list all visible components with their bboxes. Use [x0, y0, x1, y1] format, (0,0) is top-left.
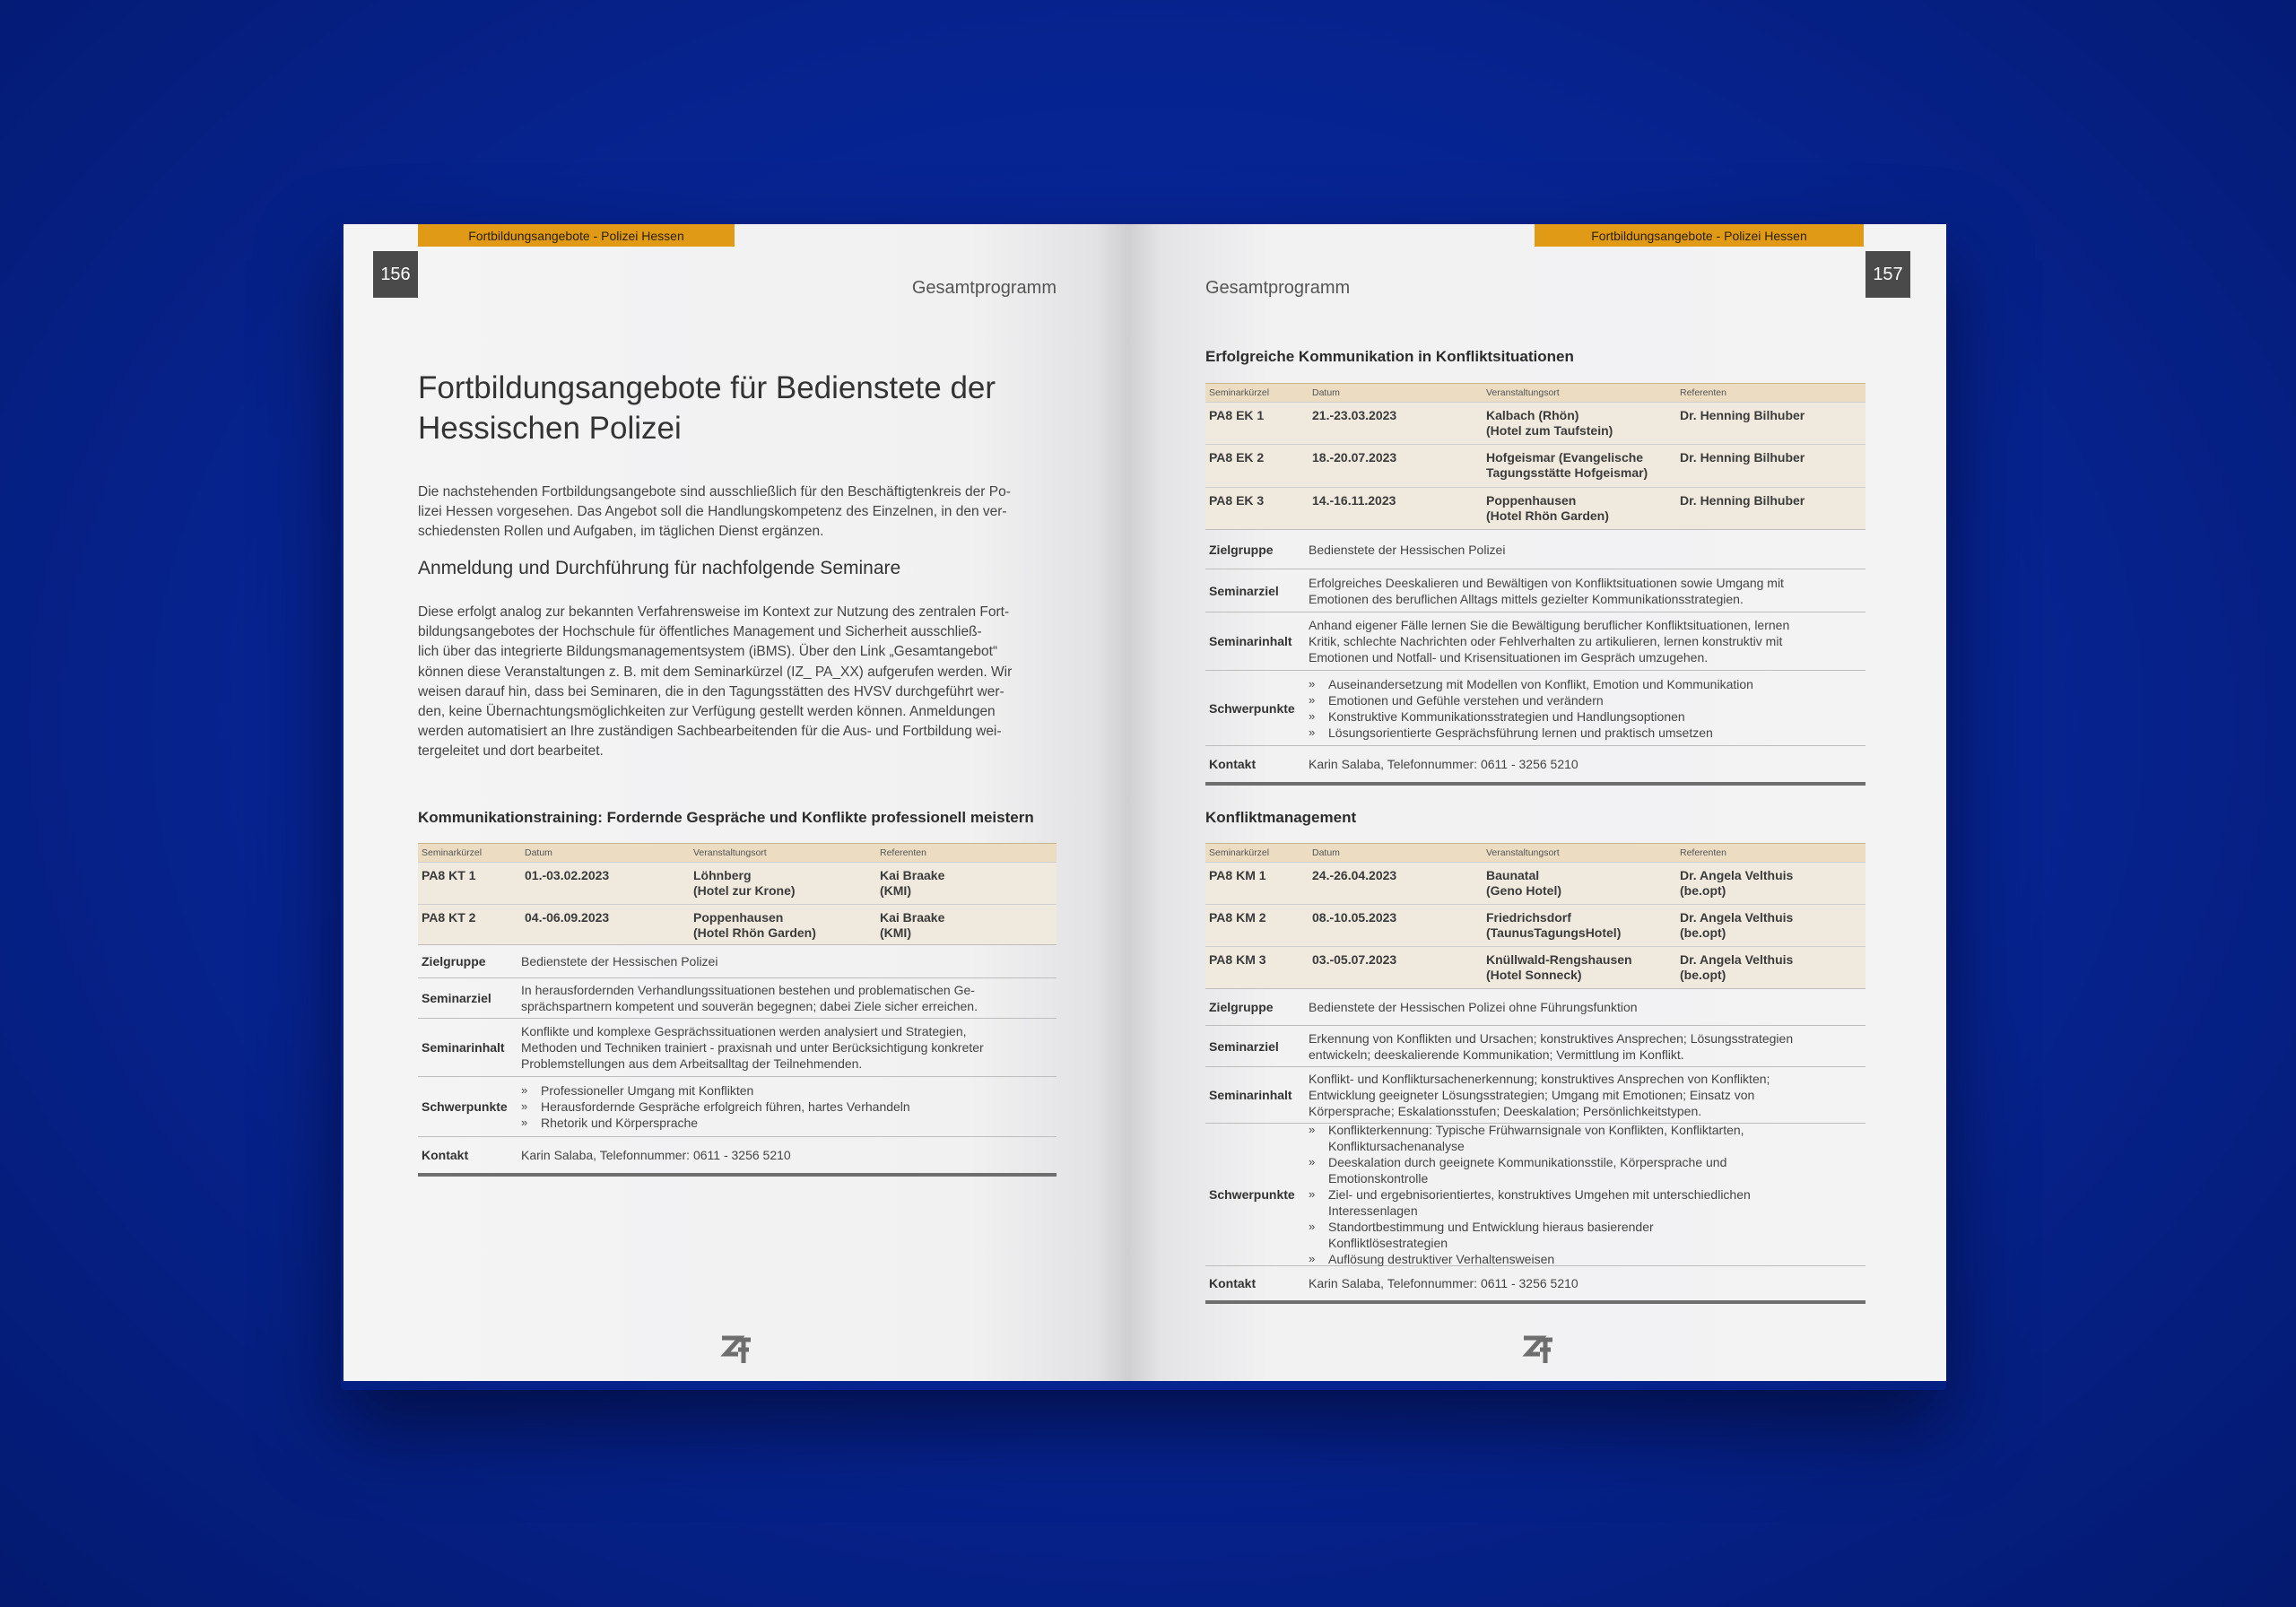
- page-number-left: 156: [373, 251, 418, 298]
- seminar-title: Kommunikationstraining: Fordernde Gespräche und Konflikte professionell meistern: [418, 809, 1034, 826]
- table-header: Seminarkürzel Datum Veranstaltungsort Referenten: [1205, 843, 1866, 862]
- zielgruppe-row: Zielgruppe Bedienstete der Hessischen Polizei: [1205, 529, 1866, 569]
- seminarziel-row: Seminarziel Erfolgreiches Deeskalieren und Bewältigen von Konfliktsituationen sowie Umgang mit Emotionen des beruflichen Alltags mittels gezielter Kommunikationsstrategien.: [1205, 569, 1866, 612]
- seminar-table: [418, 843, 1057, 1177]
- zielgruppe-row: Zielgruppe Bedienstete der Hessischen Polizei ohne Führungsfunktion: [1205, 988, 1866, 1025]
- table-row: PA8 EK 2 18.-20.07.2023 Hofgeismar (Evangelische Tagungsstätte Hofgeismar) Dr. Henning Bilhuber: [1205, 444, 1866, 487]
- table-header: Seminarkürzel Datum Veranstaltungsort Referenten: [418, 843, 1057, 862]
- section-header-right: Gesamtprogramm: [1205, 278, 1351, 298]
- schwerpunkte-row: Schwerpunkte » Konflikterkennung: Typische Frühwarnsignale von Konflikten, Konfliktarten, Konfliktursachenanalyse » Deeskalation durch geeignete Kommunikationsstile, Körpersprache und Emotionskontrolle » Ziel- und ergebnisorientiertes, konstruktives Umgehen mit unterschiedlichen Interessenlagen » Standortbestimmung und Entwicklung hieraus basierender Konfliktlösestrategien » Auflösung destruktiver Verhaltensweisen: [1205, 1123, 1866, 1265]
- table-row: PA8 KM 3 03.-05.07.2023 Knüllwald-Rengshausen (Hotel Sonneck) Dr. Angela Velthuis (be.opt): [1205, 946, 1866, 988]
- right-page: [1128, 224, 1946, 1381]
- seminar-table: [1205, 843, 1866, 1304]
- seminar-title: Erfolgreiche Kommunikation in Konfliktsituationen: [1205, 348, 1574, 365]
- table-bottom-rule: [1205, 782, 1866, 786]
- page-tab-left: Fortbildungsangebote - Polizei Hessen: [418, 224, 735, 247]
- table-row: PA8 KT 2 04.-06.09.2023 Poppenhausen (Hotel Rhön Garden) Kai Braake (KMI): [418, 904, 1057, 944]
- table-bottom-rule: [1205, 1300, 1866, 1304]
- kontakt-row: Kontakt Karin Salaba, Telefonnummer: 0611 - 3256 5210: [418, 1136, 1057, 1173]
- table-row: PA8 EK 1 21.-23.03.2023 Kalbach (Rhön) (Hotel zum Taufstein) Dr. Henning Bilhuber: [1205, 402, 1866, 444]
- table-header: Seminarkürzel Datum Veranstaltungsort Referenten: [1205, 383, 1866, 402]
- table-bottom-rule: [418, 1173, 1057, 1177]
- seminarziel-row: Seminarziel Erkennung von Konflikten und Ursachen; konstruktives Ansprechen; Lösungsstrategien entwickeln; deeskalierende Kommunikation; Vermittlung im Konflikt.: [1205, 1025, 1866, 1066]
- table-row: PA8 KM 1 24.-26.04.2023 Baunatal (Geno Hotel) Dr. Angela Velthuis (be.opt): [1205, 862, 1866, 904]
- seminar-table: [1205, 383, 1866, 786]
- seminarziel-row: Seminarziel In herausfordernden Verhandlungssituationen bestehen und problematischen Ge- sprächspartnern kompetent und souverän begegnen; dabei Ziele sicher erreichen.: [418, 977, 1057, 1018]
- table-row: PA8 KT 1 01.-03.02.2023 Löhnberg (Hotel zur Krone) Kai Braake (KMI): [418, 862, 1057, 904]
- table-row: PA8 KM 2 08.-10.05.2023 Friedrichsdorf (TaunusTagungsHotel) Dr. Angela Velthuis (be.opt): [1205, 904, 1866, 946]
- seminar-title: Konfliktmanagement: [1205, 809, 1357, 826]
- table-row: PA8 EK 3 14.-16.11.2023 Poppenhausen (Hotel Rhön Garden) Dr. Henning Bilhuber: [1205, 487, 1866, 529]
- zielgruppe-row: Zielgruppe Bedienstete der Hessischen Polizei: [418, 944, 1057, 977]
- seminarinhalt-row: Seminarinhalt Anhand eigener Fälle lernen Sie die Bewältigung beruflicher Konfliktsituationen, lernen Kritik, schlechte Nachrichten oder Fehlverhalten zu artikulieren, lernen konstruktiv mit Emotionen und Notfall- und Krisensituationen im Gespräch umzugehen.: [1205, 612, 1866, 670]
- left-page: [344, 224, 1128, 1381]
- seminarinhalt-row: Seminarinhalt Konflikte und komplexe Gesprächssituationen werden analysiert und Strategien, Methoden und Techniken trainiert - praxisnah und unter Berücksichtigung konkreter Problemstellungen aus dem Arbeitsalltag der Teilnehmenden.: [418, 1018, 1057, 1076]
- page-tab-right: Fortbildungsangebote - Polizei Hessen: [1535, 224, 1864, 247]
- intro-paragraph: Die nachstehenden Fortbildungsangebote sind ausschließlich für den Beschäftigtenkreis der Po- lizei Hessen vorgesehen. Das Angebot soll die Handlungskompetenz des Einzelnen, in den ver- schiedensten Rollen und Aufgaben, im täglichen Dienst ergänzen.: [418, 484, 1011, 540]
- page-title: Fortbildungsangebote für Bedienstete der Hessischen Polizei: [418, 370, 996, 446]
- registration-paragraph: Diese erfolgt analog zur bekannten Verfahrensweise im Kontext zur Nutzung des zentralen Fort- bildungsangebotes der Hochschule für öffentliches Management und Sicherheit ausschließ- lich über das integrierte Bildungsmanagementsystem (iBMS). Über den Link „Gesamtangebot“ können diese Veranstaltungen z. B. mit dem Seminarkürzel (IZ_ PA_XX) aufgerufen werden. Wir weisen darauf hin, dass bei Seminaren, die in den Tagungsstätten des HVSV durchgeführt wer- den, keine Übernachtungsmöglichkeiten zur Verfügung gestellt werden können. Anmeldungen werden automatisiert an Ihre zuständigen Sachbearbeitenden für die Aus- und Fortbildung wei- tergeleitet und dort bearbeitet.: [418, 604, 1013, 760]
- section-header-left: Gesamtprogramm: [911, 278, 1057, 298]
- page-number-right: 157: [1866, 251, 1910, 298]
- kontakt-row: Kontakt Karin Salaba, Telefonnummer: 0611 - 3256 5210: [1205, 745, 1866, 782]
- kontakt-row: Kontakt Karin Salaba, Telefonnummer: 0611 - 3256 5210: [1205, 1265, 1866, 1300]
- schwerpunkte-row: Schwerpunkte » Professioneller Umgang mit Konflikten » Herausfordernde Gespräche erfolgreich führen, hartes Verhandeln » Rhetorik und Körpersprache: [418, 1076, 1057, 1136]
- seminarinhalt-row: Seminarinhalt Konflikt- und Konfliktursachenerkennung; konstruktives Ansprechen von Konflikten; Entwicklung geeigneter Lösungsstrategien; Umgang mit Emotionen; Einsatz von Körpersprache; Eskalationsstufen; Deeskalation; Persönlichkeitstypen.: [1205, 1066, 1866, 1123]
- zf-logo-icon: [718, 1334, 754, 1367]
- registration-heading: Anmeldung und Durchführung für nachfolgende Seminare: [418, 558, 901, 578]
- zf-logo-icon: [1520, 1334, 1556, 1367]
- schwerpunkte-row: Schwerpunkte » Auseinandersetzung mit Modellen von Konflikt, Emotion und Kommunikation » Emotionen und Gefühle verstehen und verändern » Konstruktive Kommunikationsstrategien und Handlungsoptionen » Lösungsorientierte Gesprächsführung lernen und praktisch umsetzen: [1205, 670, 1866, 745]
